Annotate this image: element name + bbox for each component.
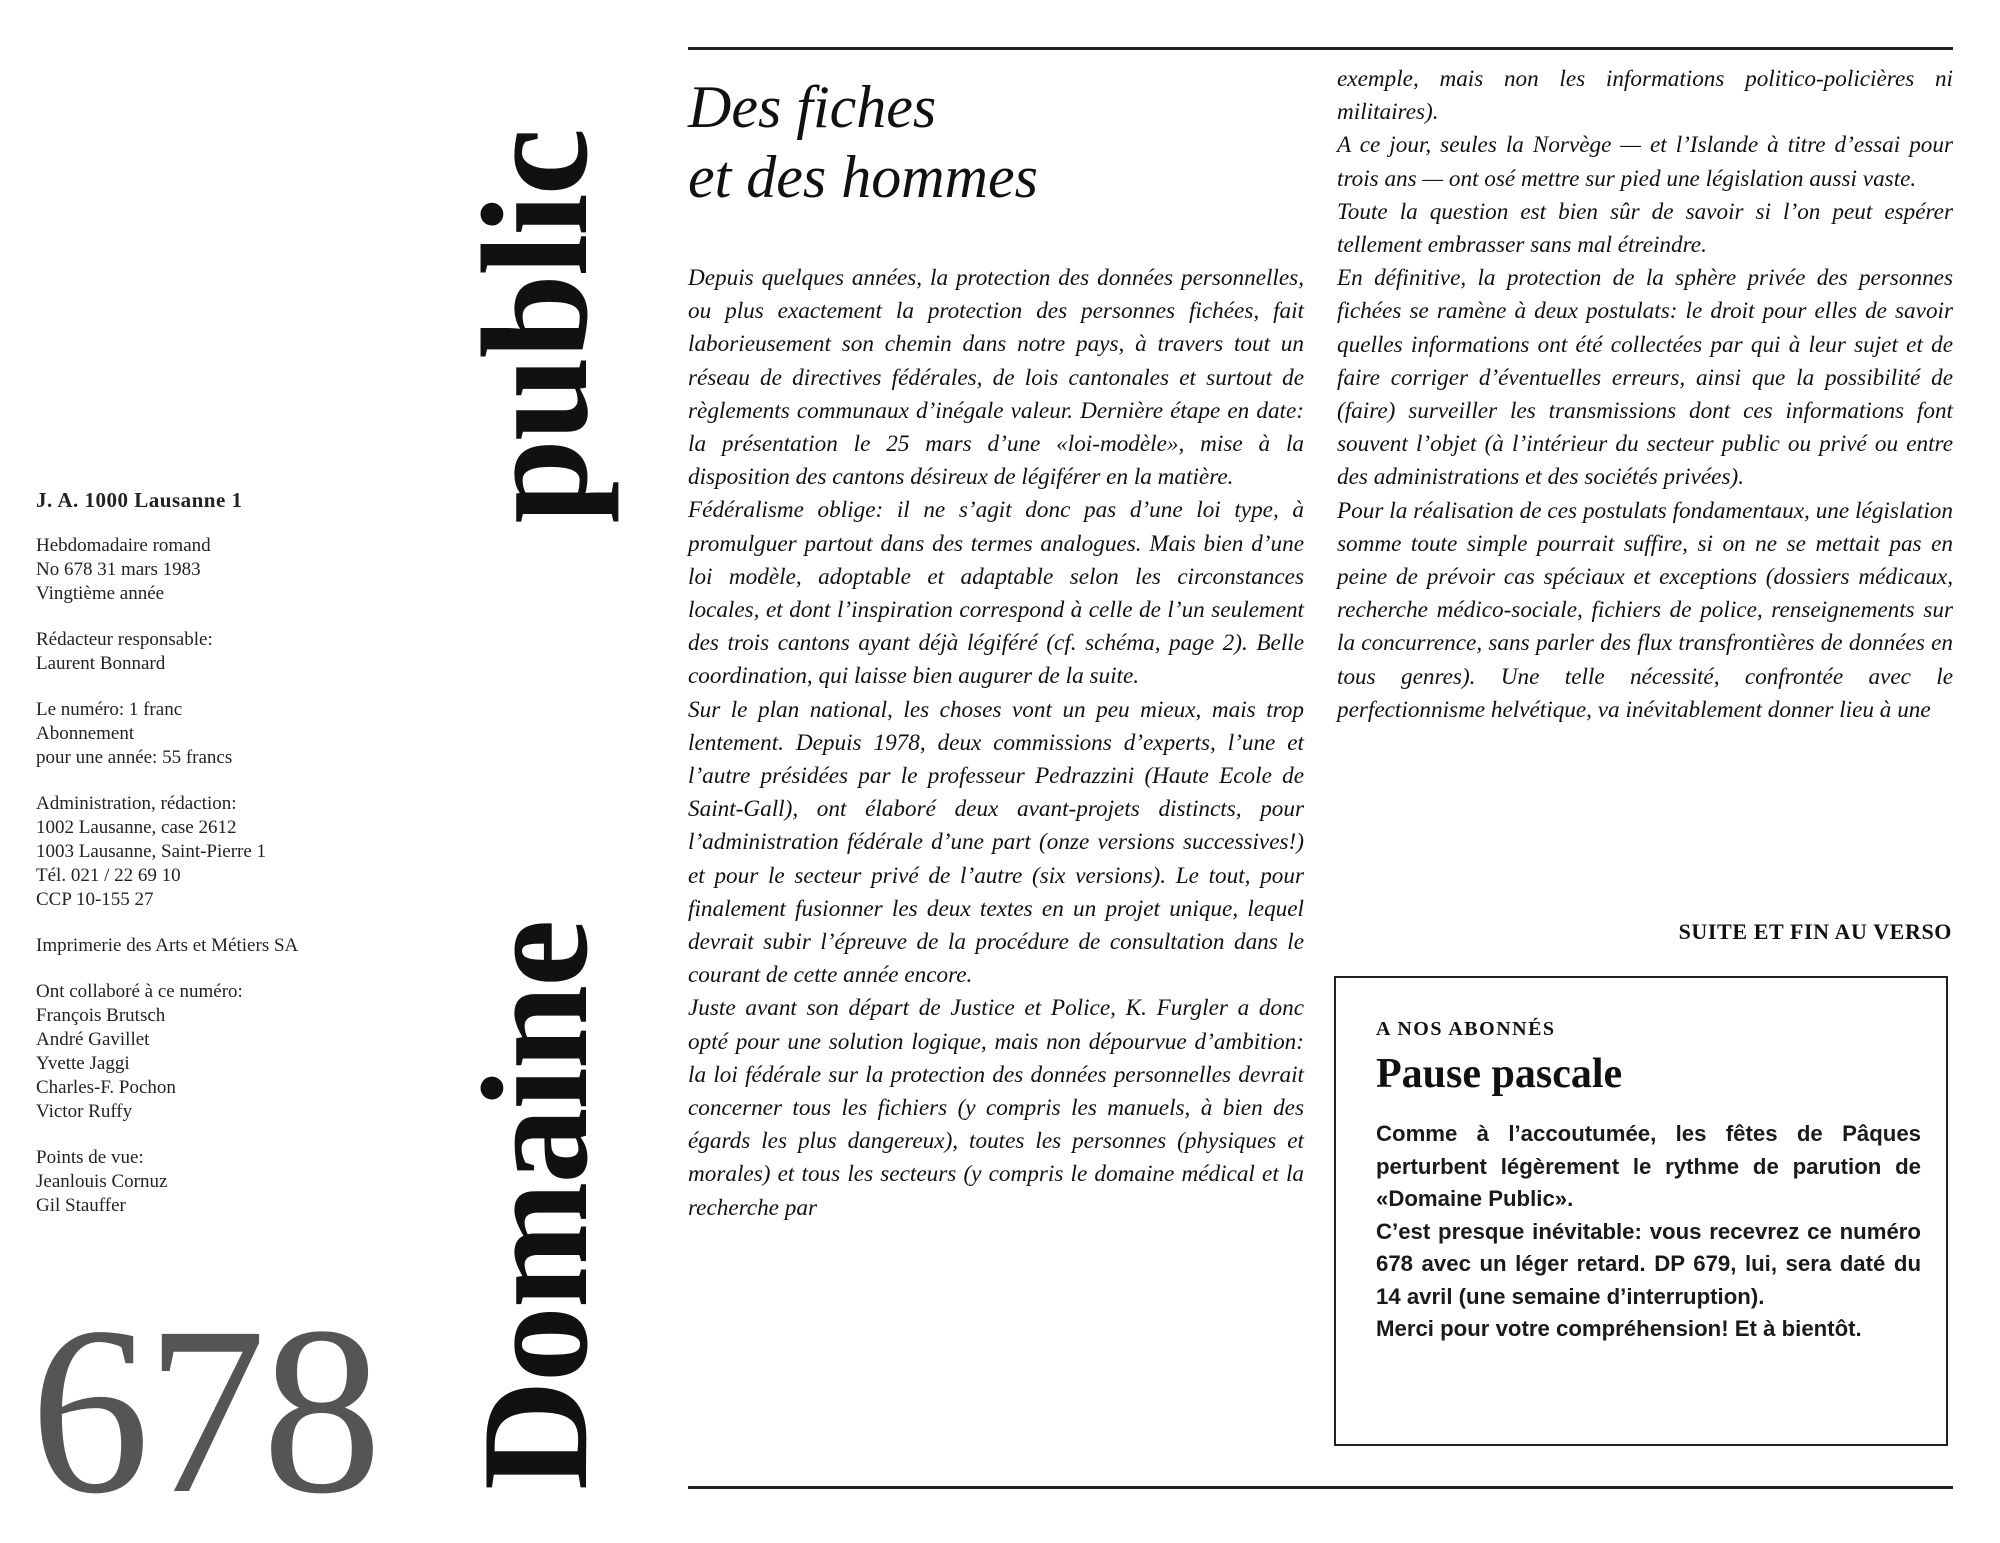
info-group: [36, 534, 396, 606]
article-title: [688, 72, 1308, 212]
continued-note: SUITE ET FIN AU VERSO: [1678, 919, 1952, 944]
info-line: André Gavillet: [36, 1029, 150, 1050]
info-line: 1002 Lausanne, case 2612: [36, 817, 237, 838]
info-group: [36, 792, 396, 912]
paragraph: Fédéralisme oblige: il ne s’agit donc pas d’une loi type, à promulguer partout dans des termes analogues. Mais bien d’une loi modèle, adoptable et adaptable selon les circonstances locales, et dont l’inspiration correspond à celle de l’un seulement des trois cantons ayant déjà légiféré (cf. schéma, page 2). Belle coordination, qui laisse bien augurer de la suite.: [688, 497, 1304, 690]
info-line: Imprimerie des Arts et Métiers SA: [36, 935, 299, 956]
info-groups: [36, 534, 396, 1218]
bottom-rule: [688, 1486, 1953, 1489]
title-line-2: et des hommes: [688, 144, 1038, 210]
info-line: Yvette Jaggi: [36, 1053, 130, 1074]
info-line: Rédacteur responsable:: [36, 629, 213, 650]
paragraph: Depuis quelques années, la protection des données personnelles, ou plus exactement la protection des personnes fichées, fait laborieusement son chemin dans notre pays, à travers tout un réseau de directives fédérales, de lois cantonales et surtout de règlements communaux d’inégale valeur. Dernière étape en date: la présentation le 25 mars d’une «loi-modèle», mise à la disposition des cantons désireux de légiférer en la matière.: [688, 265, 1304, 491]
title-word-domaine: Domaine: [451, 921, 619, 1490]
info-line: Points de vue:: [36, 1147, 144, 1168]
paragraph: Toute la question est bien sûr de savoir si l’on peut espérer tellement embrasser sans mal étreindre.: [1337, 198, 1953, 259]
info-group: [36, 934, 396, 958]
paragraph: A ce jour, seules la Norvège — et l’Islande à titre d’essai pour trois ans — ont osé mettre sur pied une législation aussi vaste.: [1337, 132, 1953, 192]
title-word-public: public: [451, 130, 619, 524]
info-line: Tél. 021 / 22 69 10: [36, 865, 181, 886]
paragraph: Juste avant son départ de Justice et Police, K. Furgler a donc opté pour une solution logique, mais non dépourvue d’ambition: la loi fédérale sur la protection des données personnelles devrait concerner tous les fichiers (y compris les manuels, à bien des égards les plus dangereux), toutes les personnes (physiques et morales) et tous les secteurs (y compris le domaine médical et la recherche par: [688, 995, 1304, 1221]
info-line: Administration, rédaction:: [36, 793, 237, 814]
postal-code-line: J. A. 1000 Lausanne 1: [36, 488, 243, 512]
info-line: Vingtième année: [36, 583, 165, 604]
paragraph: exemple, mais non les informations politico-policières ni militaires).: [1337, 66, 1953, 126]
info-line: No 678 31 mars 1983: [36, 559, 201, 580]
info-line: Laurent Bonnard: [36, 653, 166, 674]
info-line: CCP 10-155 27: [36, 889, 154, 910]
paragraph: Merci pour votre compréhension! Et à bientôt.: [1376, 1316, 1862, 1341]
info-line: François Brutsch: [36, 1005, 166, 1026]
article-column-2: [1337, 63, 1953, 727]
top-rule: [688, 47, 1953, 50]
info-line: Le numéro: 1 franc: [36, 699, 183, 720]
info-line: Ont collaboré à ce numéro:: [36, 981, 243, 1002]
notice-headline: Pause pascale: [1376, 1051, 1623, 1097]
paragraph: C’est presque inévitable: vous recevrez ce numéro 678 avec un léger retard. DP 679, lui, sera daté du 14 avril (une semaine d’interruption).: [1376, 1218, 1921, 1309]
info-line: Charles-F. Pochon: [36, 1077, 176, 1098]
info-line: pour une année: 55 francs: [36, 747, 233, 768]
title-line-1: Des fiches: [688, 74, 937, 140]
notice-box: [1334, 976, 1948, 1446]
notice-text: [1376, 1118, 1921, 1346]
info-line: Abonnement: [36, 723, 135, 744]
info-group: [36, 628, 396, 676]
info-line: 1003 Lausanne, Saint-Pierre 1: [36, 841, 267, 862]
info-line: Hebdomadaire romand: [36, 535, 211, 556]
info-line: Victor Ruffy: [36, 1101, 133, 1122]
paragraph: Comme à l’accoutumée, les fêtes de Pâques perturbent légèrement le rythme de parution de «Domaine Public».: [1376, 1121, 1921, 1211]
paragraph: Sur le plan national, les choses vont un peu mieux, mais trop lentement. Depuis 1978, deux commissions d’experts, l’une et l’autre présidées par le professeur Pedrazzini (Haute Ecole de Saint-Gall), ont élaboré deux avant-projets distincts, pour l’administration fédérale d’une part (onze versions successives!) et pour le secteur privé de l’autre (six versions). Le tout, pour finalement fusionner les deux textes en un projet unique, lequel devrait subir l’épreuve de la procédure de consultation dans le courant de cette année encore.: [688, 696, 1304, 989]
paragraph: Pour la réalisation de ces postulats fondamentaux, une législation somme toute simple pourrait suffire, si on ne se mettait pas en peine de prévoir cas spéciaux et exceptions (dossiers médicaux, recherche médico-sociale, fichiers de police, renseignements sur la concurrence, sans parler des flux transfrontières de données en tous genres). Une telle nécessité, confrontée avec le perfectionnisme helvétique, va inévitablement donner lieu à une: [1337, 497, 1953, 723]
info-group: [36, 698, 396, 770]
info-group: [36, 1146, 396, 1218]
paragraph: En définitive, la protection de la sphère privée des personnes fichées se ramène à deux postulats: le droit pour elles de savoir quelles informations ont été collectées par qui à leur sujet et de faire corriger d’éventuelles erreurs, ainsi que la possibilité de (faire) surveiller les transmissions dont ces informations font souvent l’objet (à l’intérieur du secteur public ou privé ou entre des administrations et des sociétés privées).: [1337, 265, 1953, 491]
newspaper-title: [450, 130, 620, 1490]
masthead-info: [36, 488, 396, 1240]
article-column-1: [688, 262, 1304, 1225]
issue-number: 678: [30, 1277, 378, 1543]
info-group: [36, 980, 396, 1124]
info-line: Jeanlouis Cornuz: [36, 1171, 168, 1192]
notice-kicker: A NOS ABONNÉS: [1376, 1018, 1556, 1040]
info-line: Gil Stauffer: [36, 1195, 126, 1216]
